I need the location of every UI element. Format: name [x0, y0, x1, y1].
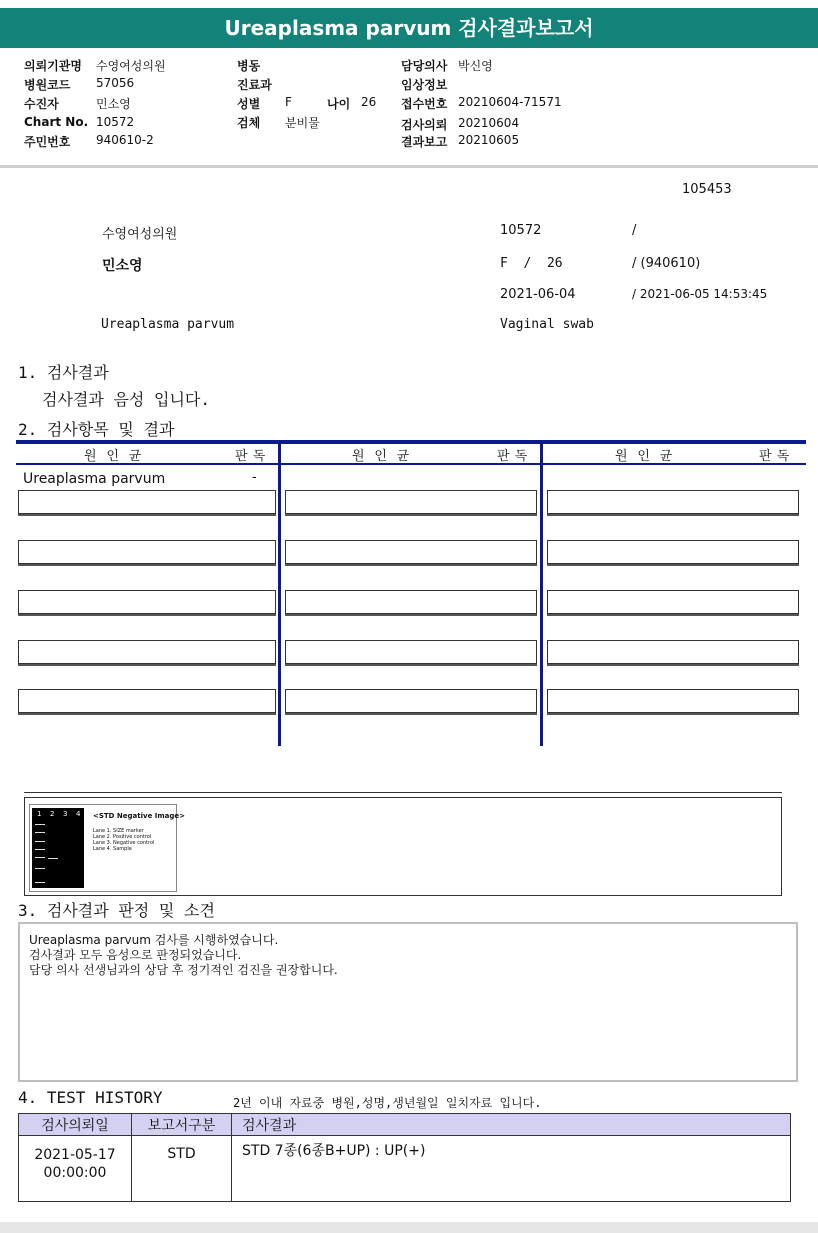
summary-sex-age: F / 26 [500, 256, 563, 271]
header-value: 940610-2 [96, 133, 154, 147]
summary-birth: / (940610) [632, 256, 701, 271]
sex-label: 성별 [237, 97, 261, 111]
empty-cell [547, 590, 799, 614]
opinion-line: 검사결과 모두 음성으로 판정되었습니다. [29, 948, 242, 962]
history-result: STD 7종(6종B+UP) : UP(+) [232, 1136, 791, 1202]
table-row [19, 1136, 791, 1202]
column-divider [278, 440, 281, 746]
empty-cell [547, 689, 799, 713]
header-label: 임상정보 [401, 78, 448, 92]
header-label: 결과보고 [401, 135, 448, 149]
empty-cell [285, 640, 537, 664]
header-label: 접수번호 [401, 97, 448, 111]
summary-chart-no: 10572 [500, 223, 542, 238]
gel-lane-label: Lane 4. Sample [93, 846, 132, 852]
header-label: 담당의사 [401, 59, 448, 73]
table-top-rule [16, 440, 806, 444]
marker-band [35, 824, 45, 825]
section-2-heading: 2. 검사항목 및 결과 [18, 420, 175, 439]
gel-lane-label: Lane 2. Positive control [93, 834, 152, 840]
marker-band [35, 841, 45, 842]
column-header-judgement: 판 독 [759, 449, 790, 464]
header-label: 검사의뢰 [401, 118, 448, 132]
history-column-header: 검사의뢰일 [19, 1114, 132, 1136]
gel-lane-label: Lane 1. SIZE marker [93, 828, 144, 834]
history-column-header: 보고서구분 [132, 1114, 232, 1136]
history-column-header: 검사결과 [232, 1114, 791, 1136]
gel-lane-label: Lane 3. Negative control [93, 840, 155, 846]
empty-cell [18, 689, 276, 713]
header-divider [0, 165, 818, 168]
image-divider [24, 792, 782, 793]
control-band [48, 858, 58, 859]
empty-cell [18, 540, 276, 564]
pathogen-name: Ureaplasma parvum [23, 471, 166, 487]
header-value: 수영여성의원 [96, 59, 166, 73]
column-header-pathogen: 원 인 균 [615, 449, 673, 464]
header-value: 10572 [96, 115, 135, 129]
empty-cell [547, 640, 799, 664]
opinion-line: 담당 의사 선생님과의 상담 후 정기적인 검진을 권장합니다. [29, 963, 338, 977]
specimen-label: 검체 [237, 116, 261, 130]
marker-band [35, 849, 45, 850]
marker-band [35, 882, 45, 883]
header-label: Chart No. [24, 115, 89, 129]
column-header-judgement: 판 독 [235, 449, 266, 464]
pathogen-result: - [252, 470, 257, 485]
header-value: 민소영 [96, 97, 131, 111]
history-time: 00:00:00 [43, 1165, 107, 1181]
lane-number: 3 [63, 810, 68, 818]
marker-band [35, 868, 45, 869]
summary-specimen: Vaginal swab [500, 317, 594, 332]
age-value: 26 [361, 95, 377, 109]
history-date: 2021-05-17 [34, 1147, 116, 1163]
lane-number: 4 [76, 810, 81, 818]
empty-cell [285, 490, 537, 514]
column-header-judgement: 판 독 [497, 449, 528, 464]
empty-cell [285, 540, 537, 564]
empty-cell [18, 640, 276, 664]
empty-cell [18, 490, 276, 514]
history-table [18, 1113, 791, 1202]
column-header-pathogen: 원 인 균 [84, 449, 142, 464]
gel-image-title: <STD Negative Image> [93, 812, 186, 820]
summary-hospital: 수영여성의원 [102, 227, 178, 242]
header-label: 주민번호 [24, 135, 71, 149]
sex-value: F [285, 95, 292, 109]
header-label: 수진자 [24, 97, 59, 111]
report-number: 105453 [682, 182, 732, 197]
header-label: 병원코드 [24, 78, 71, 92]
gel-electrophoresis-image [32, 808, 84, 888]
opinion-line: Ureaplasma parvum 검사를 시행하였습니다. [29, 933, 279, 947]
empty-cell [18, 590, 276, 614]
summary-test-name: Ureaplasma parvum [101, 317, 235, 332]
summary-request-date: 2021-06-04 [500, 287, 576, 302]
history-header-row [19, 1114, 791, 1136]
marker-band [35, 857, 45, 858]
section-4-heading: 4. TEST HISTORY [18, 1088, 163, 1107]
history-date-cell [19, 1136, 132, 1202]
empty-cell [285, 590, 537, 614]
dept-label: 진료과 [237, 78, 272, 92]
report-title: Ureaplasma parvum 검사결과보고서 [0, 8, 818, 48]
lane-number: 2 [50, 810, 55, 818]
lane-number: 1 [37, 810, 42, 818]
header-value: 20210605 [458, 133, 520, 147]
header-value: 57056 [96, 76, 135, 90]
header-value: 20210604 [458, 116, 520, 130]
history-type: STD [132, 1136, 232, 1202]
column-divider [540, 440, 543, 746]
summary-report-datetime: / 2021-06-05 14:53:45 [632, 287, 768, 301]
summary-slash: / [632, 223, 637, 238]
column-header-pathogen: 원 인 균 [352, 449, 410, 464]
empty-cell [547, 490, 799, 514]
specimen-value: 분비물 [285, 116, 320, 130]
section-3-heading: 3. 검사결과 판정 및 소견 [18, 901, 215, 920]
empty-cell [285, 689, 537, 713]
ward-label: 병동 [237, 59, 261, 73]
header-value: 박신영 [458, 59, 493, 73]
page-bottom-band [0, 1222, 818, 1233]
summary-patient: 민소영 [102, 258, 143, 274]
empty-cell [547, 540, 799, 564]
marker-band [35, 832, 45, 833]
history-note: 2년 이내 자료중 병원,성명,생년월일 일치자료 입니다. [233, 1096, 542, 1110]
section-1-result: 검사결과 음성 입니다. [42, 390, 211, 409]
header-label: 의뢰기관명 [24, 59, 82, 73]
age-label: 나이 [327, 97, 351, 111]
header-value: 20210604-71571 [458, 95, 562, 109]
section-1-heading: 1. 검사결과 [18, 363, 109, 382]
opinion-box [18, 922, 798, 1082]
